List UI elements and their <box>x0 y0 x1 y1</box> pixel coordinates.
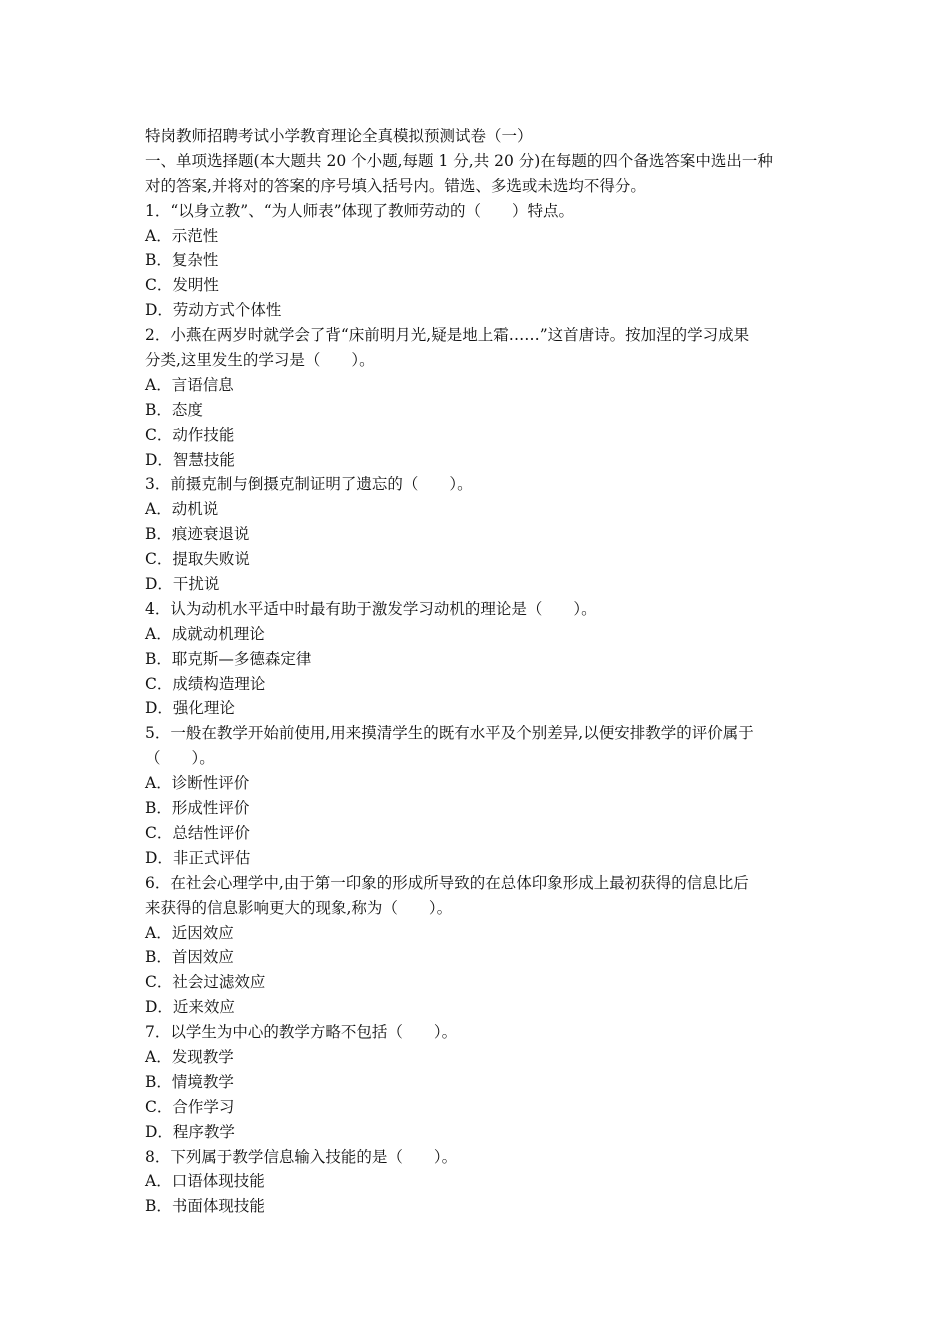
question-5: 5．一般在教学开始前使用,用来摸清学生的既有水平及个别差异,以便安排教学的评价属于 <box>145 724 754 743</box>
option: C．总结性评价 <box>145 823 250 842</box>
option: D．程序教学 <box>145 1122 235 1141</box>
option: D．强化理论 <box>145 699 235 718</box>
option: A．成就动机理论 <box>145 624 265 643</box>
option: D．非正式评估 <box>145 848 251 867</box>
option: A．近因效应 <box>145 923 234 942</box>
option: B．痕迹衰退说 <box>145 525 250 544</box>
option: B．耶克斯—多德森定律 <box>145 649 312 668</box>
question-7: 7．以学生为中心的教学方略不包括（ ）。 <box>145 1023 458 1042</box>
option: C．成绩构造理论 <box>145 674 266 693</box>
option: A．口语体现技能 <box>145 1172 265 1191</box>
section-instructions: 一、单项选择题(本大题共 20 个小题,每题 1 分,共 20 分)在每题的四个备选答案中选出一种 <box>145 151 773 170</box>
exam-title: 特岗教师招聘考试小学教育理论全真模拟预测试卷（一） <box>145 127 533 145</box>
exam-text <box>145 124 810 1219</box>
section-instructions: 对的答案,并将对的答案的序号填入括号内。错选、多选或未选均不得分。 <box>145 176 646 195</box>
question-1: 1．“以身立教”、“为人师表”体现了教师劳动的（ ）特点。 <box>145 201 575 220</box>
option: D．近来效应 <box>145 998 235 1017</box>
option: A．诊断性评价 <box>145 774 250 793</box>
option: A．动机说 <box>145 500 219 519</box>
option: D．智慧技能 <box>145 450 235 469</box>
question-2: 分类,这里发生的学习是（ ）。 <box>145 351 375 370</box>
option: C．提取失败说 <box>145 550 250 569</box>
option: D．干扰说 <box>145 575 220 594</box>
question-8: 8．下列属于教学信息输入技能的是（ ）。 <box>145 1147 458 1166</box>
option: B．书面体现技能 <box>145 1197 265 1216</box>
option: A．示范性 <box>145 226 219 245</box>
question-6: 6．在社会心理学中,由于第一印象的形成所导致的在总体印象形成上最初获得的信息比后 <box>145 873 749 892</box>
option: C．发明性 <box>145 276 219 295</box>
option: B．态度 <box>145 400 203 419</box>
question-2: 2．小燕在两岁时就学会了背“床前明月光,疑是地上霜……”这首唐诗。按加涅的学习成果 <box>145 326 750 345</box>
option: B．首因效应 <box>145 948 234 967</box>
question-6: 来获得的信息影响更大的现象,称为（ ）。 <box>145 898 453 917</box>
question-5: （ ）。 <box>145 749 215 768</box>
option: B．形成性评价 <box>145 799 250 818</box>
option: C．动作技能 <box>145 425 235 444</box>
option: B．情境教学 <box>145 1072 234 1091</box>
option: A．发现教学 <box>145 1047 234 1066</box>
option: B．复杂性 <box>145 251 219 270</box>
option: C．社会过滤效应 <box>145 973 266 992</box>
option: D．劳动方式个体性 <box>145 301 282 320</box>
option: C．合作学习 <box>145 1097 235 1116</box>
question-3: 3．前摄克制与倒摄克制证明了遗忘的（ ）。 <box>145 475 473 494</box>
option: A．言语信息 <box>145 375 234 394</box>
question-4: 4．认为动机水平适中时最有助于激发学习动机的理论是（ ）。 <box>145 599 597 618</box>
